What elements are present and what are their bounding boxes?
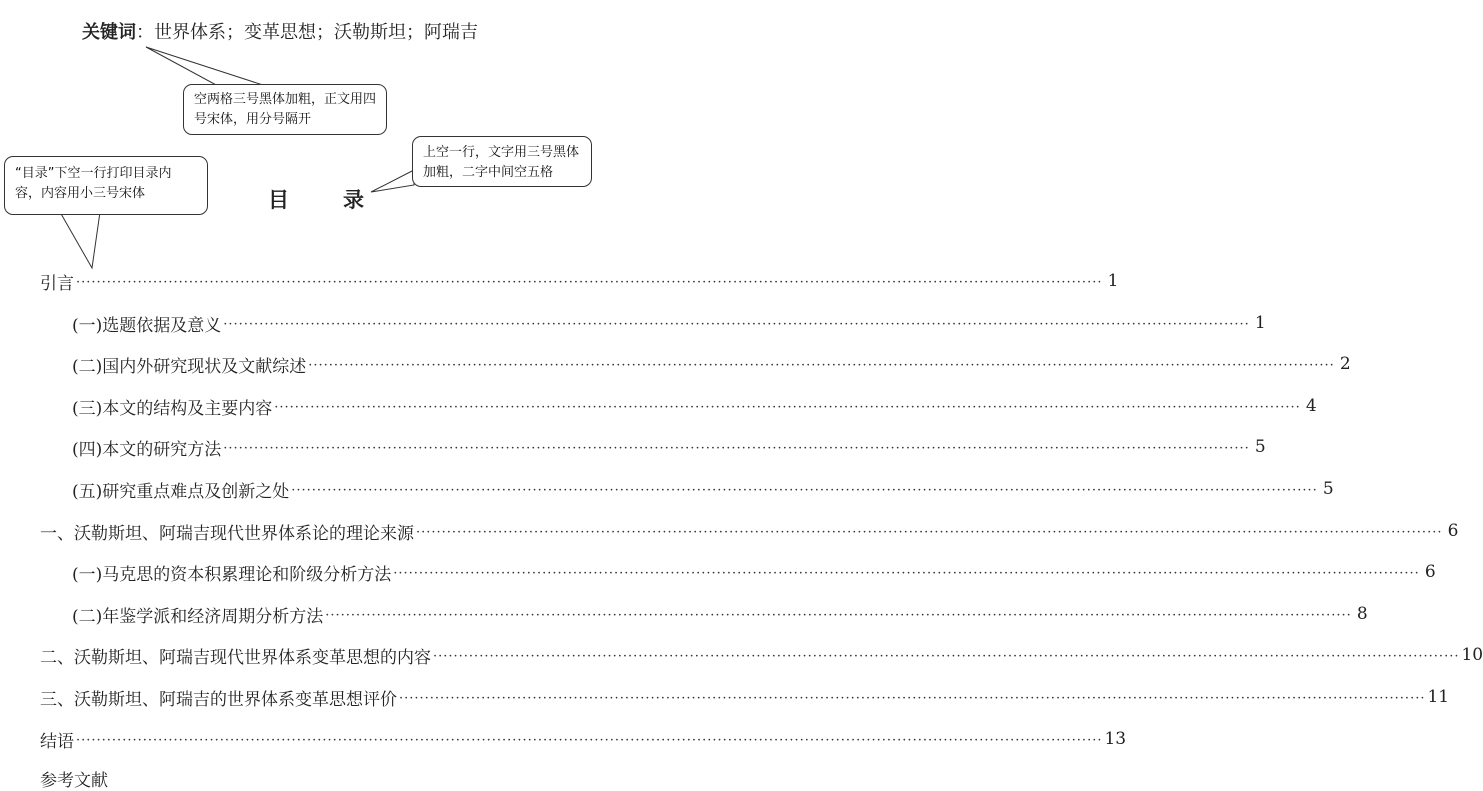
toc-entry-label: (五)研究重点难点及创新之处 bbox=[72, 481, 290, 502]
toc-entry[interactable] bbox=[72, 601, 1368, 627]
toc-leader-dots: ········································································································································································································ bbox=[223, 316, 1250, 332]
toc-leader-dots: ········································································································································································································ bbox=[433, 648, 1460, 664]
toc-entry[interactable] bbox=[40, 518, 1459, 544]
toc-leader-dots: ········································································································································································································ bbox=[223, 440, 1250, 456]
toc-entry-label: (四)本文的研究方法 bbox=[72, 439, 222, 460]
toc-leader-dots: ········································································································································································································ bbox=[274, 399, 1301, 415]
toc-entry[interactable] bbox=[72, 351, 1351, 377]
toc-leader-dots: ········································································································································································································ bbox=[76, 732, 1103, 748]
toc-entry-label: (二)年鉴学派和经济周期分析方法 bbox=[72, 606, 324, 627]
toc-entry[interactable] bbox=[72, 434, 1266, 460]
toc-entry-label: 二、沃勒斯坦、阿瑞吉现代世界体系变革思想的内容 bbox=[40, 647, 431, 668]
keywords-label: 关键词 bbox=[82, 22, 136, 43]
keyword-format-note-text: 空两格三号黑体加粗，正文用四号宋体，用分号隔开 bbox=[194, 92, 377, 127]
toc-entry-label: 一、沃勒斯坦、阿瑞吉现代世界体系论的理论来源 bbox=[40, 523, 414, 544]
toc-entry[interactable] bbox=[40, 765, 568, 791]
toc-entry-label: 参考文献 bbox=[40, 770, 108, 791]
toc-entry-page: 6 bbox=[1447, 521, 1459, 541]
toc-leader-dots: ········································································································································································································ bbox=[393, 565, 1420, 581]
toc-entry-page: 8 bbox=[1356, 604, 1368, 624]
toc-entry-page: 6 bbox=[1424, 562, 1436, 582]
toc-title-char-2: 录 bbox=[343, 188, 364, 212]
toc-entry-page: 4 bbox=[1305, 396, 1317, 416]
toc-entry[interactable] bbox=[40, 268, 1119, 294]
toc-entry[interactable] bbox=[40, 726, 1127, 752]
toc-entry[interactable] bbox=[40, 684, 1450, 710]
toc-format-note bbox=[4, 156, 208, 215]
toc-leader-dots: ········································································································································································································ bbox=[76, 274, 1103, 290]
toc-entry-label: 三、沃勒斯坦、阿瑞吉的世界体系变革思想评价 bbox=[40, 689, 397, 710]
toc-entry-page: 11 bbox=[1427, 687, 1450, 707]
toc-leader-dots: ········································································································································································································ bbox=[308, 357, 1335, 373]
toc-title-char-1: 目 bbox=[268, 188, 289, 212]
toc-entry[interactable] bbox=[72, 393, 1317, 419]
toc-entry-page: 5 bbox=[1254, 437, 1266, 457]
toc-entry-page: 5 bbox=[1322, 479, 1334, 499]
keywords-text: 世界体系；变革思想；沃勒斯坦；阿瑞吉 bbox=[154, 22, 478, 43]
keywords-colon: ： bbox=[136, 22, 154, 43]
toc-entry-label: (三)本文的结构及主要内容 bbox=[72, 398, 273, 419]
toc-entry-page: 1 bbox=[1107, 271, 1119, 291]
toc-entry-label: (一)选题依据及意义 bbox=[72, 315, 222, 336]
toc-entry-page: 1 bbox=[1254, 313, 1266, 333]
toc-leader-dots: ········································································································································································································ bbox=[399, 690, 1426, 706]
toc-entry-label: (二)国内外研究现状及文献综述 bbox=[72, 356, 307, 377]
toc-entry[interactable] bbox=[40, 642, 1483, 668]
toc-format-note-text: “目录”下空一行打印目录内容，内容用小三号宋体 bbox=[15, 166, 172, 201]
title-format-note-text: 上空一行，文字用三号黑体加粗，二字中间空五格 bbox=[423, 145, 580, 180]
keyword-format-note bbox=[183, 84, 387, 135]
toc-title bbox=[268, 184, 364, 214]
toc-entry[interactable] bbox=[72, 476, 1334, 502]
toc-leader-dots: ········································································································································································································ bbox=[416, 524, 1443, 540]
toc-entry-page: 10 bbox=[1461, 645, 1483, 665]
toc-entry-label: (一)马克思的资本积累理论和阶级分析方法 bbox=[72, 564, 392, 585]
toc-entry-page: 13 bbox=[1104, 729, 1127, 749]
toc-entry[interactable] bbox=[72, 559, 1436, 585]
toc-leader-dots: ········································································································································································································ bbox=[325, 607, 1352, 623]
title-format-note bbox=[412, 136, 592, 187]
keywords-line bbox=[82, 18, 478, 44]
toc-leader-dots: ········································································································································································································ bbox=[291, 482, 1318, 498]
toc-entry-page: 2 bbox=[1339, 354, 1351, 374]
toc-entry[interactable] bbox=[72, 310, 1266, 336]
toc-entry-label: 引言 bbox=[40, 273, 74, 294]
toc-entry-label: 结语 bbox=[40, 731, 74, 752]
